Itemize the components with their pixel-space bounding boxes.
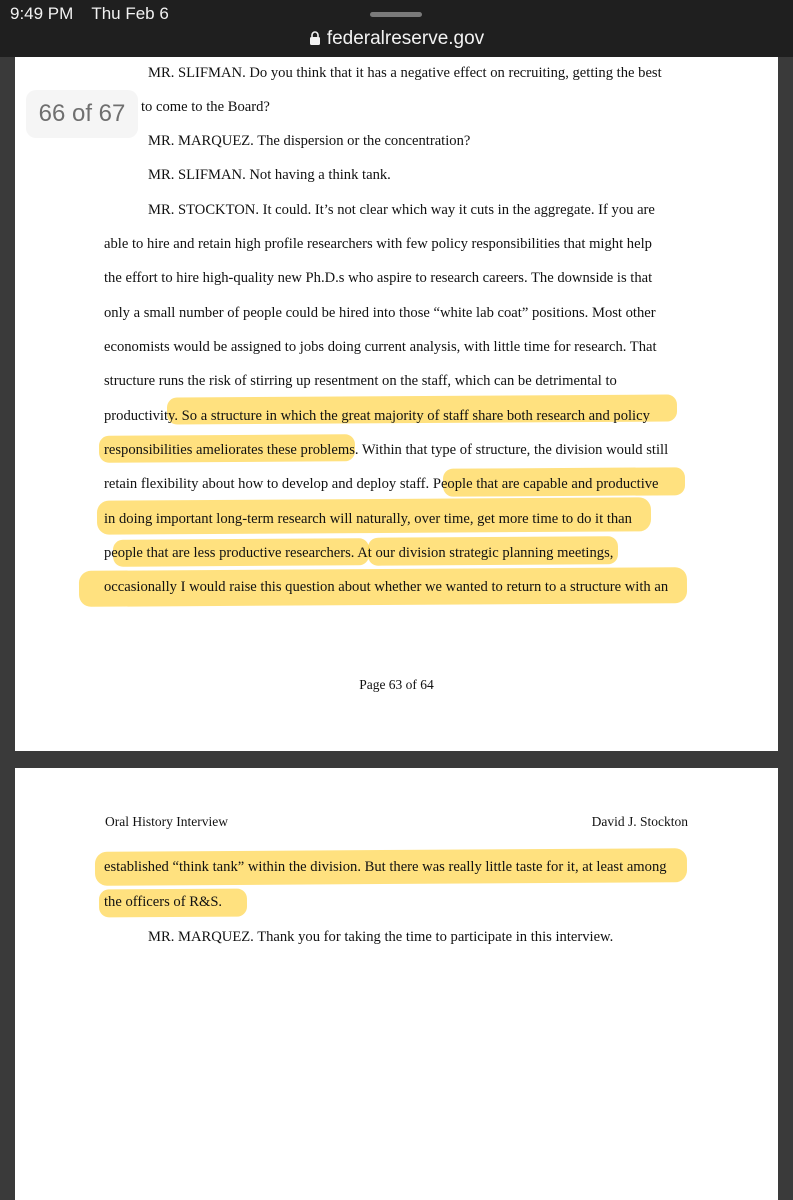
transcript-line: the effort to hire high-quality new Ph.D.s who aspire to research careers. The downside is that xyxy=(104,270,653,286)
status-bar xyxy=(10,4,169,24)
transcript-line: structure runs the risk of stirring up resentment on the staff, which can be detrimental to xyxy=(104,373,617,389)
transcript-line: retain flexibility about how to develop and deploy staff. People that are capable and productive xyxy=(104,476,659,492)
transcript-line: productivity. So a structure in which the great majority of staff share both research and policy xyxy=(104,408,650,424)
transcript-line: MR. MARQUEZ. Thank you for taking the time to participate in this interview. xyxy=(148,929,614,945)
transcript-line: to come to the Board? xyxy=(141,99,270,115)
transcript-line: MR. MARQUEZ. The dispersion or the concentration? xyxy=(148,133,471,149)
page-footer: Page 63 of 64 xyxy=(359,677,434,692)
transcript-line: people that are less productive researchers. At our division strategic planning meetings, xyxy=(104,545,614,561)
transcript-line: occasionally I would raise this question about whether we wanted to return to a structure with an xyxy=(104,579,669,595)
lock-icon xyxy=(309,30,321,52)
transcript-line: able to hire and retain high profile researchers with few policy responsibilities that might help xyxy=(104,236,652,252)
transcript-line: responsibilities ameliorates these problems. Within that type of structure, the division would still xyxy=(104,442,669,458)
address-bar[interactable] xyxy=(0,28,793,52)
transcript-line: the officers of R&S. xyxy=(104,894,223,910)
transcript-line: MR. SLIFMAN. Not having a think tank. xyxy=(148,167,391,183)
transcript-line: in doing important long-term research will naturally, over time, get more time to do it than xyxy=(104,511,632,527)
transcript-line: MR. STOCKTON. It could. It’s not clear which way it cuts in the aggregate. If you are xyxy=(148,202,655,218)
page-counter-badge: 66 of 67 xyxy=(26,90,138,138)
document-page-64 xyxy=(15,768,778,1200)
window-grabber-handle[interactable] xyxy=(370,12,422,17)
transcript-line: established “think tank” within the division. But there was really little taste for it, at least among xyxy=(104,859,667,875)
status-date: Thu Feb 6 xyxy=(91,4,169,23)
running-header-right: David J. Stockton xyxy=(591,814,688,829)
transcript-line: MR. SLIFMAN. Do you think that it has a negative effect on recruiting, getting the best xyxy=(148,65,662,81)
document-page-63 xyxy=(15,57,778,751)
browser-top-bar xyxy=(0,0,793,57)
transcript-line: only a small number of people could be hired into those “white lab coat” positions. Most other xyxy=(104,305,656,321)
transcript-line: economists would be assigned to jobs doing current analysis, with little time for research. That xyxy=(104,339,657,355)
status-time: 9:49 PM xyxy=(10,4,74,23)
url-text: federalreserve.gov xyxy=(326,28,485,49)
running-header-left: Oral History Interview xyxy=(105,814,228,829)
